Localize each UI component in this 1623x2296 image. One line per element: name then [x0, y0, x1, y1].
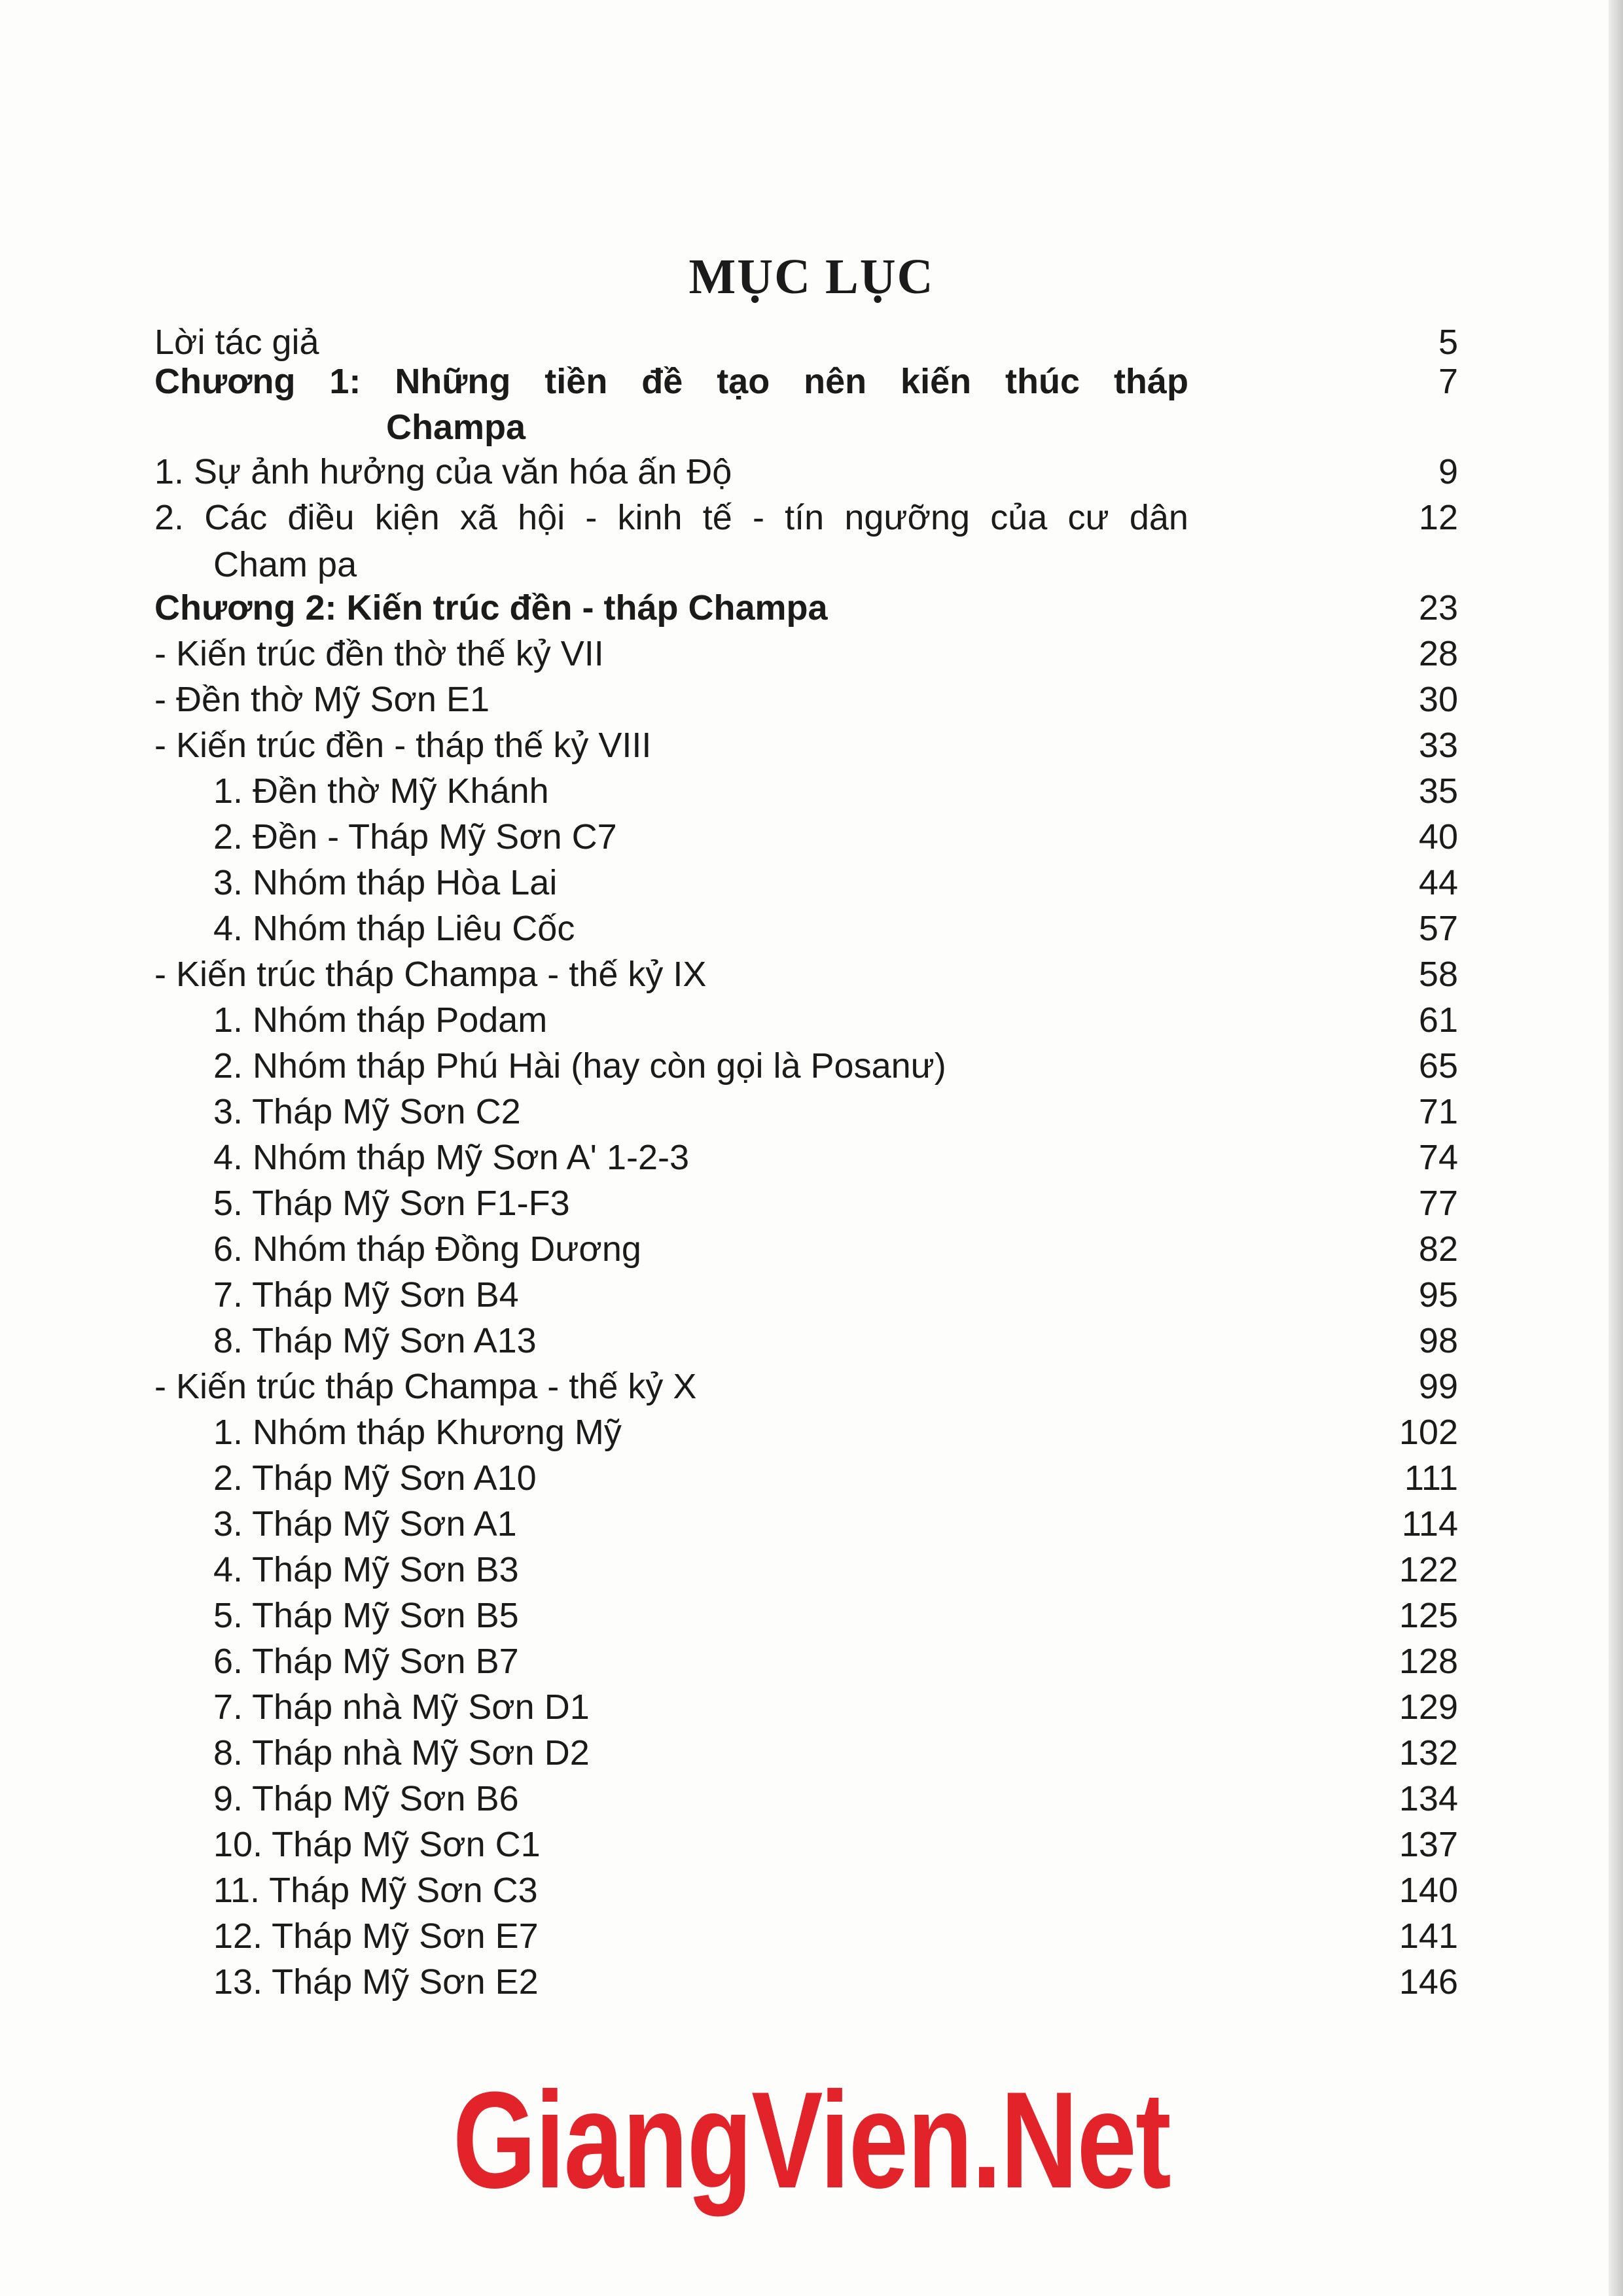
- toc-entry-page: 141: [1399, 1916, 1458, 1956]
- toc-entry-page: 71: [1418, 1092, 1458, 1131]
- toc-entry-sec2-continuation: Cham pa: [213, 545, 357, 584]
- toc-entry-sec1[interactable]: [0, 449, 1623, 495]
- toc-entry-label: 13. Tháp Mỹ Sơn E2: [213, 1962, 539, 2002]
- toc-entry-sec2-label: 2. Các điều kiện xã hội - kinh tế - tín ngưỡng của cư dân: [154, 498, 1188, 537]
- toc-chapter-1[interactable]: [0, 359, 1623, 447]
- toc-entry-label: 7. Tháp Mỹ Sơn B4: [213, 1275, 519, 1315]
- toc-entry[interactable]: [0, 1409, 1623, 1455]
- toc-entry-page: 30: [1418, 680, 1458, 719]
- toc-entry-page: 111: [1404, 1458, 1458, 1498]
- toc-entry-page: 132: [1399, 1733, 1458, 1773]
- page-title: MỤC LỤC: [688, 249, 935, 304]
- toc-entry-page: 40: [1418, 817, 1458, 857]
- toc-entry-page: 35: [1418, 771, 1458, 811]
- toc-entry-label: Chương 2: Kiến trúc đền - tháp Champa: [154, 588, 828, 627]
- toc-entry-label: 3. Tháp Mỹ Sơn A1: [213, 1504, 517, 1544]
- toc-entry-label: Lời tác giả: [154, 323, 319, 362]
- toc-entry-label: 1. Nhóm tháp Podam: [213, 1000, 548, 1040]
- toc-entry-label: - Kiến trúc đền thờ thế kỷ VII: [154, 634, 604, 673]
- toc-entry[interactable]: [0, 1272, 1623, 1318]
- toc-entry-label: 4. Nhóm tháp Mỹ Sơn A' 1-2-3: [213, 1138, 690, 1177]
- toc-entry-page: 137: [1399, 1825, 1458, 1864]
- toc-entry[interactable]: [0, 1364, 1623, 1409]
- toc-entry-page: 82: [1418, 1229, 1458, 1269]
- toc-entry-page: 128: [1399, 1642, 1458, 1681]
- toc-entry-label: 6. Tháp Mỹ Sơn B7: [213, 1642, 519, 1681]
- toc-entry[interactable]: [0, 1135, 1623, 1180]
- toc-entry[interactable]: [0, 906, 1623, 951]
- toc-entry[interactable]: [0, 1547, 1623, 1593]
- toc-chapter-1-continuation: Champa: [386, 408, 526, 447]
- toc-entry-page: 102: [1399, 1413, 1458, 1452]
- toc-entry[interactable]: [0, 1730, 1623, 1776]
- toc-entry[interactable]: [0, 677, 1623, 722]
- toc-entry-label: - Đền thờ Mỹ Sơn E1: [154, 680, 490, 719]
- toc-entry-page: 58: [1418, 955, 1458, 994]
- toc-entry-label: 9. Tháp Mỹ Sơn B6: [213, 1779, 519, 1818]
- toc-entry-page: 77: [1418, 1184, 1458, 1223]
- toc-entry-page: 99: [1418, 1367, 1458, 1406]
- toc-entry-page: 9: [1438, 452, 1458, 491]
- toc-entry-page: 44: [1418, 863, 1458, 902]
- toc-entry[interactable]: [0, 1867, 1623, 1913]
- toc-entry[interactable]: [0, 722, 1623, 768]
- toc-entry[interactable]: [0, 1776, 1623, 1822]
- toc-entry-label: 4. Tháp Mỹ Sơn B3: [213, 1550, 519, 1589]
- toc-entry-label: 6. Nhóm tháp Đồng Dương: [213, 1229, 641, 1269]
- toc-entry[interactable]: [0, 1638, 1623, 1684]
- toc-entry-page: 12: [1418, 498, 1458, 537]
- toc-entry-page: 61: [1418, 1000, 1458, 1040]
- toc-entry[interactable]: [0, 1226, 1623, 1272]
- toc-entry[interactable]: [0, 1455, 1623, 1501]
- toc-entry[interactable]: [0, 1501, 1623, 1547]
- toc-chapter-1-label: Chương 1: Những tiền đề tạo nên kiến thúc tháp: [154, 362, 1188, 401]
- toc-entry-label: 2. Nhóm tháp Phú Hài (hay còn gọi là Posanư): [213, 1046, 946, 1086]
- toc-entry-page: 33: [1418, 726, 1458, 765]
- toc-entry[interactable]: [0, 1913, 1623, 1959]
- toc-entry-label: 8. Tháp Mỹ Sơn A13: [213, 1321, 537, 1360]
- toc-entry-label: 2. Tháp Mỹ Sơn A10: [213, 1458, 537, 1498]
- toc-entry-page: 5: [1438, 323, 1458, 362]
- toc-entry-page: 140: [1399, 1871, 1458, 1910]
- toc-entry[interactable]: [0, 1959, 1623, 2005]
- toc-entry-page: 23: [1418, 588, 1458, 627]
- toc-entry-label: 3. Tháp Mỹ Sơn C2: [213, 1092, 521, 1131]
- toc-entry-label: 5. Tháp Mỹ Sơn B5: [213, 1596, 519, 1635]
- toc-entry-label: 11. Tháp Mỹ Sơn C3: [213, 1871, 538, 1910]
- toc-entry[interactable]: [0, 1593, 1623, 1638]
- toc-entry-page: 122: [1399, 1550, 1458, 1589]
- toc-entry[interactable]: [0, 1043, 1623, 1089]
- toc-entry[interactable]: [0, 951, 1623, 997]
- watermark-logo: GiangVien.Net: [452, 2063, 1171, 2217]
- toc-chapter-2[interactable]: [0, 585, 1623, 631]
- toc-entry-page: 95: [1418, 1275, 1458, 1315]
- toc-entry-label: - Kiến trúc tháp Champa - thế kỷ IX: [154, 955, 707, 994]
- toc-entry-page: 7: [1438, 362, 1458, 401]
- toc-entry[interactable]: [0, 814, 1623, 860]
- toc-entry-page: 134: [1399, 1779, 1458, 1818]
- toc-entry-label: 5. Tháp Mỹ Sơn F1-F3: [213, 1184, 570, 1223]
- toc-entry-page: 125: [1399, 1596, 1458, 1635]
- toc-entry-label: 3. Nhóm tháp Hòa Lai: [213, 863, 558, 902]
- toc-entry[interactable]: [0, 1684, 1623, 1730]
- toc-entry-label: 7. Tháp nhà Mỹ Sơn D1: [213, 1687, 590, 1727]
- toc-entry-page: 57: [1418, 909, 1458, 948]
- toc-entry[interactable]: [0, 631, 1623, 677]
- toc-entry-page: 114: [1401, 1504, 1458, 1544]
- toc-entry-label: 10. Tháp Mỹ Sơn C1: [213, 1825, 541, 1864]
- toc-entry-label: 1. Sự ảnh hưởng của văn hóa ấn Độ: [154, 452, 732, 491]
- toc-entry-label: - Kiến trúc tháp Champa - thế kỷ X: [154, 1367, 697, 1406]
- toc-entry[interactable]: [0, 860, 1623, 906]
- toc-entry-page: 74: [1418, 1138, 1458, 1177]
- toc-entry-label: 1. Nhóm tháp Khương Mỹ: [213, 1413, 622, 1452]
- toc-entry-page: 98: [1418, 1321, 1458, 1360]
- toc-entry-page: 65: [1418, 1046, 1458, 1086]
- toc-entry-sec2[interactable]: [0, 495, 1623, 584]
- toc-entry-label: 8. Tháp nhà Mỹ Sơn D2: [213, 1733, 590, 1773]
- toc-entry-page: 28: [1418, 634, 1458, 673]
- toc-entry-label: 12. Tháp Mỹ Sơn E7: [213, 1916, 539, 1956]
- toc-entry[interactable]: [0, 768, 1623, 814]
- toc-entry[interactable]: [0, 1089, 1623, 1135]
- toc-entry-page: 146: [1399, 1962, 1458, 2002]
- toc-entry[interactable]: [0, 1318, 1623, 1364]
- toc-entry[interactable]: [0, 1180, 1623, 1226]
- toc-entry[interactable]: [0, 997, 1623, 1043]
- toc-entry-label: 4. Nhóm tháp Liêu Cốc: [213, 909, 575, 948]
- toc-entry-label: 2. Đền - Tháp Mỹ Sơn C7: [213, 817, 617, 857]
- toc-entry[interactable]: [0, 1822, 1623, 1867]
- toc-entry-page: 129: [1399, 1687, 1458, 1727]
- toc-entry-label: - Kiến trúc đền - tháp thế kỷ VIII: [154, 726, 652, 765]
- toc-entry-label: 1. Đền thờ Mỹ Khánh: [213, 771, 549, 811]
